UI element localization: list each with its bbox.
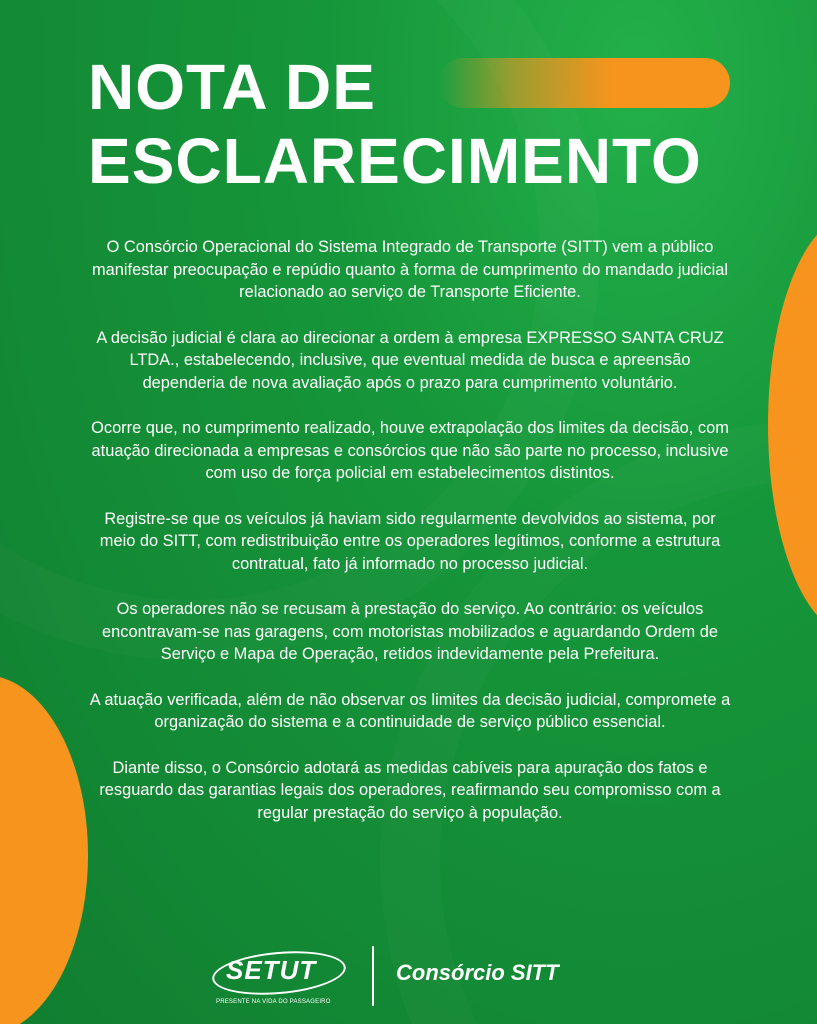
paragraph: A decisão judicial é clara ao direcionar a ordem à empresa EXPRESSO SANTA CRUZ LTDA., estabelecendo, inclusive, que eventual medida de busca e apreensão dependeria de nova avaliação após o prazo para cumprimento voluntário. (96, 328, 724, 392)
paragraph: Diante disso, o Consórcio adotará as medidas cabíveis para apuração dos fatos e resguardo das garantias legais dos operadores, reafirmando seu compromisso com a regular prestação do serviço à população. (99, 758, 721, 822)
paragraph: Os operadores não se recusam à prestação do serviço. Ao contrário: os veículos encontravam-se nas garagens, com motoristas mobilizados e aguardando Ordem de Serviço e Mapa de Operação, retidos indevidamente pela Prefeitura. (102, 600, 718, 663)
setut-tagline: PRESENTE NA VIDA DO PASSAGEIRO (216, 999, 331, 1005)
setut-logo-text: SETUT (226, 955, 317, 985)
logo-divider (372, 946, 374, 1006)
statement-body (88, 236, 732, 847)
footer-logos (0, 938, 817, 1008)
page-title (88, 50, 702, 198)
setut-logo (212, 946, 346, 1006)
title-line-1: NOTA DE (88, 51, 376, 123)
title-line-2: ESCLARECIMENTO (88, 125, 702, 197)
paragraph: Registre-se que os veículos já haviam sido regularmente devolvidos ao sistema, por meio do SITT, com redistribuição entre os operadores legítimos, conforme a estrutura contratual, fato já informado no processo judicial. (99, 509, 721, 573)
paragraph: O Consórcio Operacional do Sistema Integrado de Transporte (SITT) vem a público manifestar preocupação e repúdio quanto à forma de cumprimento do mandado judicial relacionado ao serviço de Transporte Eficiente. (92, 238, 728, 301)
consortium-name: Consórcio SITT (396, 960, 559, 985)
paragraph: Ocorre que, no cumprimento realizado, houve extrapolação dos limites da decisão, com atuação direcionada a empresas e consórcios que não são parte no processo, inclusive com uso de força policial em estabelecimentos distintos. (91, 419, 729, 482)
paragraph: A atuação verificada, além de não observar os limites da decisão judicial, compromete a organização do sistema e a continuidade de serviço público essencial. (89, 690, 731, 731)
